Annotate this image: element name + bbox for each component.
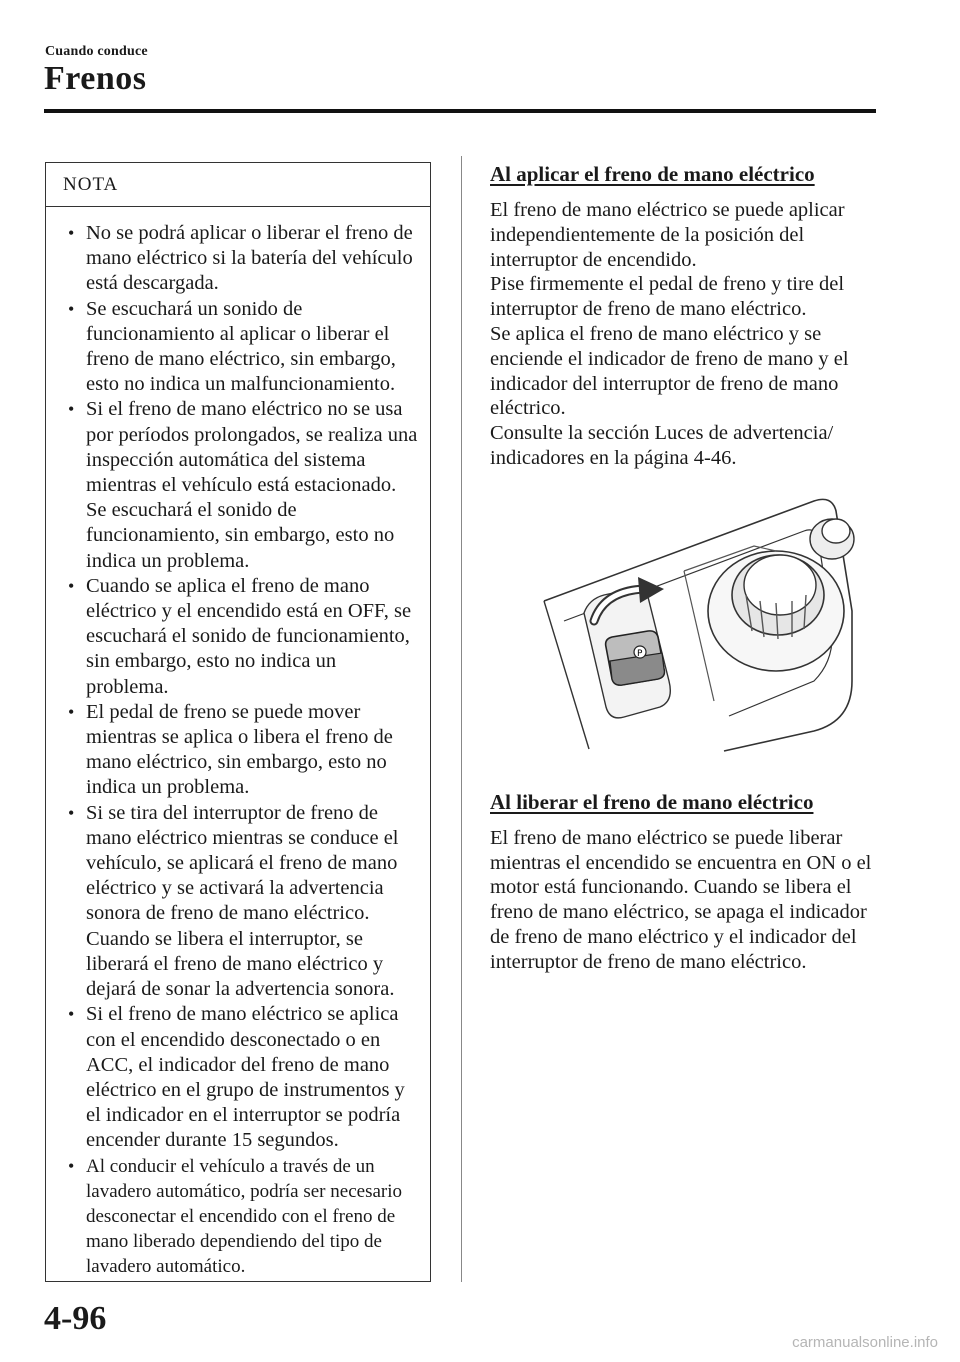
note-item-text: Si el freno de mano eléctrico no se usa por períodos prolongados, se realiza una inspección automática del sistema mientras el vehículo está estacionado. Se escuchará el sonido de funcionamiento, sin embargo, esto no indica un problema. (86, 398, 418, 572)
note-item-text: El pedal de freno se puede mover mientras se aplica o libera el freno de mano eléctrico, sin embargo, esto no indica un problema. (86, 700, 393, 799)
bullet-icon: • (68, 575, 75, 596)
note-item (62, 397, 420, 573)
note-item-text: Si el freno de mano eléctrico se aplica con el encendido desconectado o en ACC, el indicador del freno de mano eléctrico en el grupo de instrumentos y el indicador en el interruptor se podría encender durante 15 segundos. (86, 1003, 405, 1152)
column-divider (461, 156, 462, 1282)
note-item (62, 700, 420, 801)
note-title: NOTA (46, 163, 430, 207)
note-item (62, 801, 420, 1003)
bullet-icon: • (68, 1155, 75, 1176)
note-item-text: Al conducir el vehículo a través de un lavadero automático, podría ser necesario desconectar el encendido con el freno de mano liberado dependiendo del tipo de lavadero automático. (86, 1155, 402, 1278)
switch-symbol: P (637, 648, 643, 659)
note-list (46, 207, 430, 1280)
note-box (45, 162, 431, 1282)
note-item (62, 297, 420, 398)
note-item-text: No se podrá aplicar o liberar el freno de mano eléctrico si la batería del vehículo está descargada. (86, 222, 413, 295)
section-label: Cuando conduce (45, 44, 148, 59)
page-number: 4-96 (44, 1300, 107, 1337)
parking-brake-switch-illustration (514, 491, 859, 763)
bullet-icon: • (68, 399, 75, 420)
right-column (490, 160, 885, 975)
note-item (62, 1002, 420, 1153)
watermark: carmanualsonline.info (792, 1334, 938, 1351)
bullet-icon: • (68, 223, 75, 243)
apply-heading: Al aplicar el freno de mano eléctrico (490, 162, 815, 186)
bullet-icon: • (68, 1004, 75, 1025)
bullet-icon: • (68, 701, 75, 722)
note-item (62, 1154, 420, 1280)
note-item (62, 221, 420, 297)
release-body: El freno de mano eléctrico se puede liberar mientras el encendido se encuentra en ON o el motor está funcionando. Cuando se libera el freno de mano eléctrico, se apaga el indicador de freno de mano eléctrico y el indicador del interruptor de freno de mano eléctrico. (490, 826, 872, 973)
note-item-text: Si se tira del interruptor de freno de mano eléctrico mientras se conduce el vehículo, se aplicará el freno de mano eléctrico y se activará la advertencia sonora de freno de mano eléctrico. Cuando se libera el interruptor, se liberará el freno de mano eléctrico y dejará de sonar la advertencia sonora. (86, 801, 399, 1001)
page-title: Frenos (44, 60, 147, 97)
note-item-text: Se escuchará un sonido de funcionamiento al aplicar o liberar el freno de mano eléctrico, sin embargo, esto no indica un malfuncionamiento. (86, 297, 396, 396)
note-item-text: Cuando se aplica el freno de mano eléctrico y el encendido está en OFF, se escuchará el sonido de funcionamiento, sin embargo, esto no indica un problema. (86, 574, 412, 698)
bullet-icon: • (68, 298, 75, 319)
note-item (62, 574, 420, 700)
bullet-icon: • (68, 802, 75, 823)
apply-body: El freno de mano eléctrico se puede aplicar independientemente de la posición del interruptor de encendido. Pise firmemente el pedal de freno y tire del interruptor de freno de mano eléctrico. Se aplica el freno de mano eléctrico y se enciende el indicador de freno de mano y el indicador del interruptor de freno de mano eléctrico. Consulte la sección Luces de advertencia/ indicadores en la página 4-46. (490, 199, 849, 469)
header-rule (44, 109, 876, 113)
release-heading: Al liberar el freno de mano eléctrico (490, 789, 814, 814)
